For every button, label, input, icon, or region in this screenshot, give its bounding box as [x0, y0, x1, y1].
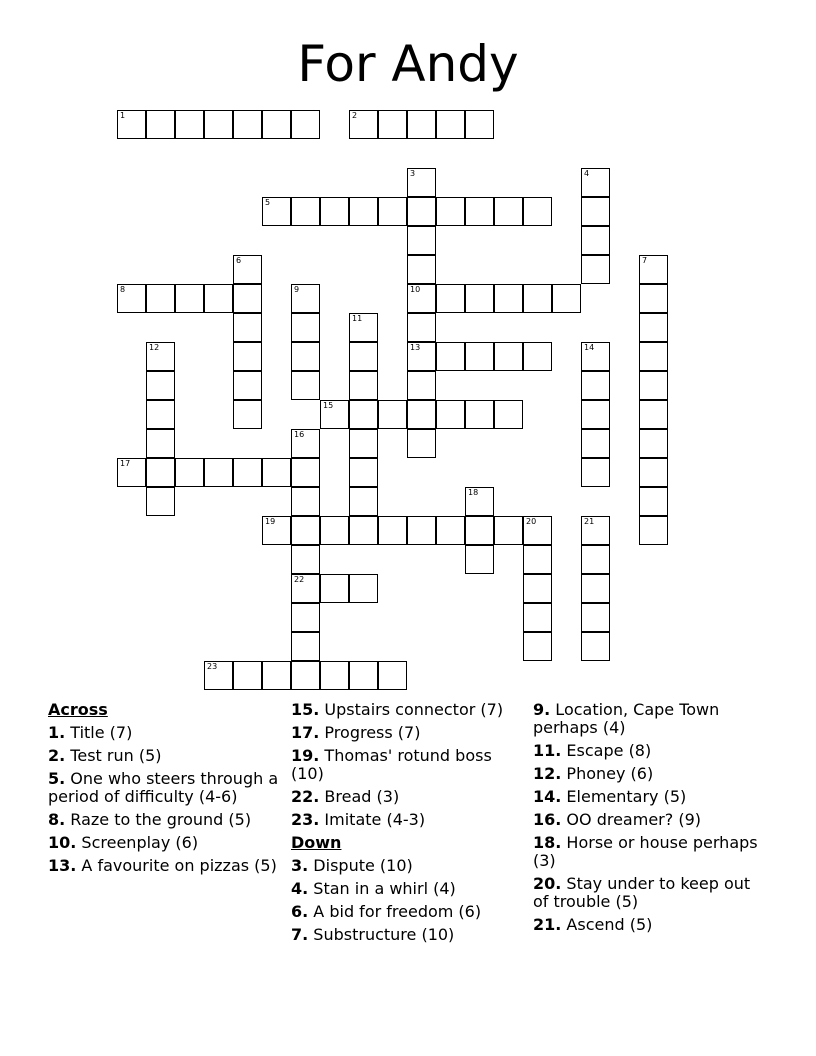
- clue-number: 7: [642, 256, 648, 265]
- grid-cell[interactable]: [407, 284, 436, 313]
- clue-text: Stan in a whirl (4): [308, 879, 456, 898]
- grid-cell[interactable]: [581, 603, 610, 632]
- grid-cell[interactable]: [407, 255, 436, 284]
- grid-cell[interactable]: [291, 342, 320, 371]
- grid-cell[interactable]: [146, 429, 175, 458]
- grid-cell[interactable]: [320, 574, 349, 603]
- clue-number-label: 8.: [48, 810, 66, 829]
- clue-item: [291, 724, 527, 742]
- grid-cell[interactable]: [291, 603, 320, 632]
- clue-number-label: 21.: [533, 915, 562, 934]
- grid-cell[interactable]: [349, 342, 378, 371]
- grid-cell[interactable]: [407, 400, 436, 429]
- grid-cell[interactable]: [233, 400, 262, 429]
- grid-cell[interactable]: [639, 429, 668, 458]
- clue-item: [48, 724, 284, 742]
- clue-text: Elementary (5): [561, 787, 687, 806]
- clue-text: A bid for freedom (6): [308, 902, 482, 921]
- clue-number: 3: [410, 169, 416, 178]
- clue-item: [291, 880, 527, 898]
- clue-text: One who steers through a period of difficulty (4-6): [48, 769, 279, 806]
- grid-cell[interactable]: [639, 342, 668, 371]
- clue-item: [291, 811, 527, 829]
- grid-cell[interactable]: [639, 400, 668, 429]
- grid-cell[interactable]: [320, 661, 349, 690]
- clues-area: [0, 701, 816, 1041]
- clue-number-label: 10.: [48, 833, 77, 852]
- clue-item: [533, 916, 769, 934]
- grid-cell[interactable]: [291, 487, 320, 516]
- grid-cell[interactable]: [262, 197, 291, 226]
- grid-cell[interactable]: [291, 574, 320, 603]
- clue-number: 8: [120, 285, 126, 294]
- clue-number: 15: [323, 401, 334, 410]
- grid-cell[interactable]: [465, 487, 494, 516]
- grid-cell[interactable]: [523, 603, 552, 632]
- grid-cell[interactable]: [378, 661, 407, 690]
- grid-cell[interactable]: [494, 284, 523, 313]
- grid-cell[interactable]: [581, 429, 610, 458]
- clue-number-label: 5.: [48, 769, 66, 788]
- clue-item: [291, 788, 527, 806]
- grid-cell[interactable]: [494, 342, 523, 371]
- grid-cell[interactable]: [175, 110, 204, 139]
- grid-cell[interactable]: [407, 429, 436, 458]
- clue-item: [291, 701, 527, 719]
- grid-cell[interactable]: [146, 342, 175, 371]
- clue-text: Upstairs connector (7): [319, 700, 504, 719]
- grid-cell[interactable]: [581, 371, 610, 400]
- grid-cell[interactable]: [378, 516, 407, 545]
- clue-text: OO dreamer? (9): [561, 810, 701, 829]
- grid-cell[interactable]: [320, 197, 349, 226]
- clue-number-label: 18.: [533, 833, 562, 852]
- grid-cell[interactable]: [291, 545, 320, 574]
- clue-text: Thomas' rotund boss (10): [291, 746, 492, 783]
- puzzle-title: For Andy: [297, 35, 519, 93]
- grid-cell[interactable]: [407, 342, 436, 371]
- grid-cell[interactable]: [233, 661, 262, 690]
- clue-item: [291, 747, 527, 783]
- clue-number: 18: [468, 488, 479, 497]
- grid-cell[interactable]: [581, 545, 610, 574]
- clue-text: Bread (3): [319, 787, 400, 806]
- grid-cell[interactable]: [233, 110, 262, 139]
- clue-number-label: 3.: [291, 856, 309, 875]
- clue-number: 9: [294, 285, 300, 294]
- clue-item: [291, 903, 527, 921]
- clue-text: Progress (7): [319, 723, 421, 742]
- grid-cell[interactable]: [581, 458, 610, 487]
- grid-cell[interactable]: [262, 110, 291, 139]
- grid-cell[interactable]: [262, 516, 291, 545]
- grid-cell[interactable]: [581, 632, 610, 661]
- grid-cell[interactable]: [233, 371, 262, 400]
- grid-cell[interactable]: [291, 458, 320, 487]
- clue-number-label: 14.: [533, 787, 562, 806]
- clue-text: Horse or house perhaps (3): [533, 833, 758, 870]
- clue-item: [533, 701, 769, 737]
- grid-cell[interactable]: [146, 458, 175, 487]
- clue-number-label: 23.: [291, 810, 320, 829]
- grid-cell[interactable]: [581, 168, 610, 197]
- grid-cell[interactable]: [465, 400, 494, 429]
- grid-cell[interactable]: [639, 516, 668, 545]
- grid-cell[interactable]: [407, 197, 436, 226]
- down-heading: Down: [291, 833, 342, 852]
- clue-number: 6: [236, 256, 242, 265]
- clue-text: Stay under to keep out of trouble (5): [533, 874, 751, 911]
- clue-number: 22: [294, 575, 305, 584]
- grid-cell[interactable]: [523, 284, 552, 313]
- grid-cell[interactable]: [291, 661, 320, 690]
- grid-cell[interactable]: [523, 632, 552, 661]
- grid-cell[interactable]: [349, 661, 378, 690]
- grid-cell[interactable]: [204, 661, 233, 690]
- grid-cell[interactable]: [349, 516, 378, 545]
- grid-cell[interactable]: [436, 284, 465, 313]
- grid-cell[interactable]: [494, 516, 523, 545]
- clue-number: 2: [352, 111, 358, 120]
- grid-cell[interactable]: [378, 110, 407, 139]
- clue-text: Screenplay (6): [76, 833, 199, 852]
- grid-cell[interactable]: [233, 342, 262, 371]
- grid-cell[interactable]: [233, 458, 262, 487]
- grid-cell[interactable]: [349, 574, 378, 603]
- grid-cell[interactable]: [146, 284, 175, 313]
- grid-cell[interactable]: [581, 516, 610, 545]
- grid-cell[interactable]: [378, 400, 407, 429]
- clue-number-label: 2.: [48, 746, 66, 765]
- clue-number: 19: [265, 517, 276, 526]
- clue-item: [291, 926, 527, 944]
- grid-cell[interactable]: [581, 342, 610, 371]
- grid-cell[interactable]: [581, 255, 610, 284]
- grid-cell[interactable]: [117, 458, 146, 487]
- grid-cell[interactable]: [146, 371, 175, 400]
- grid-cell[interactable]: [407, 110, 436, 139]
- grid-cell[interactable]: [349, 197, 378, 226]
- grid-cell[interactable]: [523, 545, 552, 574]
- grid-cell[interactable]: [175, 458, 204, 487]
- clue-number-label: 17.: [291, 723, 320, 742]
- grid-cell[interactable]: [465, 110, 494, 139]
- clue-number-label: 15.: [291, 700, 320, 719]
- clue-number: 13: [410, 343, 421, 352]
- grid-cell[interactable]: [523, 342, 552, 371]
- clue-number: 17: [120, 459, 131, 468]
- grid-cell[interactable]: [407, 313, 436, 342]
- clue-item: [533, 788, 769, 806]
- clue-number-label: 19.: [291, 746, 320, 765]
- grid-cell[interactable]: [291, 371, 320, 400]
- grid-cell[interactable]: [523, 197, 552, 226]
- grid-cell[interactable]: [581, 400, 610, 429]
- clue-item: [533, 811, 769, 829]
- clues-column-1: [48, 701, 284, 880]
- clue-text: Title (7): [65, 723, 133, 742]
- grid-cell[interactable]: [581, 197, 610, 226]
- grid-cell[interactable]: [204, 284, 233, 313]
- clue-number-label: 7.: [291, 925, 309, 944]
- clue-item: [533, 742, 769, 760]
- grid-cell[interactable]: [639, 313, 668, 342]
- grid-cell[interactable]: [262, 458, 291, 487]
- grid-cell[interactable]: [436, 342, 465, 371]
- grid-cell[interactable]: [465, 545, 494, 574]
- grid-cell[interactable]: [233, 255, 262, 284]
- clue-number-label: 16.: [533, 810, 562, 829]
- clue-text: Phoney (6): [561, 764, 654, 783]
- clue-item: [48, 747, 284, 765]
- grid-cell[interactable]: [407, 168, 436, 197]
- grid-cell[interactable]: [175, 284, 204, 313]
- clue-number: 16: [294, 430, 305, 439]
- clue-number-label: 12.: [533, 764, 562, 783]
- grid-cell[interactable]: [291, 516, 320, 545]
- grid-cell[interactable]: [378, 197, 407, 226]
- grid-cell[interactable]: [465, 342, 494, 371]
- grid-cell[interactable]: [523, 574, 552, 603]
- grid-cell[interactable]: [523, 516, 552, 545]
- clue-number: 10: [410, 285, 421, 294]
- across-heading: Across: [48, 700, 108, 719]
- grid-cell[interactable]: [407, 371, 436, 400]
- grid-cell[interactable]: [349, 400, 378, 429]
- grid-cell[interactable]: [349, 487, 378, 516]
- clue-item: [291, 857, 527, 875]
- clue-item: [533, 765, 769, 783]
- clue-text: Imitate (4-3): [319, 810, 426, 829]
- clue-text: Ascend (5): [561, 915, 653, 934]
- clue-text: Test run (5): [65, 746, 162, 765]
- grid-cell[interactable]: [146, 487, 175, 516]
- clue-number: 4: [584, 169, 590, 178]
- grid-cell[interactable]: [349, 313, 378, 342]
- grid-cell[interactable]: [204, 458, 233, 487]
- grid-cell[interactable]: [291, 313, 320, 342]
- grid-cell[interactable]: [291, 110, 320, 139]
- clue-number-label: 20.: [533, 874, 562, 893]
- grid-cell[interactable]: [407, 226, 436, 255]
- clue-number: 5: [265, 198, 271, 207]
- grid-cell[interactable]: [349, 458, 378, 487]
- clue-number: 11: [352, 314, 363, 323]
- clue-text: Substructure (10): [308, 925, 455, 944]
- clue-number-label: 22.: [291, 787, 320, 806]
- grid-cell[interactable]: [465, 516, 494, 545]
- grid-cell[interactable]: [436, 516, 465, 545]
- clue-text: Location, Cape Town perhaps (4): [533, 700, 720, 737]
- grid-cell[interactable]: [291, 632, 320, 661]
- grid-cell[interactable]: [581, 226, 610, 255]
- clue-number-label: 13.: [48, 856, 77, 875]
- grid-cell[interactable]: [581, 574, 610, 603]
- grid-cell[interactable]: [291, 284, 320, 313]
- grid-cell[interactable]: [465, 197, 494, 226]
- grid-cell[interactable]: [349, 429, 378, 458]
- grid-cell[interactable]: [233, 313, 262, 342]
- clues-column-2: [291, 701, 527, 949]
- clues-column-3: [533, 701, 769, 939]
- clue-number: 20: [526, 517, 537, 526]
- grid-cell[interactable]: [204, 110, 233, 139]
- clue-text: A favourite on pizzas (5): [76, 856, 277, 875]
- clue-item: [48, 770, 284, 806]
- grid-cell[interactable]: [233, 284, 262, 313]
- grid-cell[interactable]: [146, 400, 175, 429]
- clue-number: 21: [584, 517, 595, 526]
- grid-cell[interactable]: [639, 458, 668, 487]
- grid-cell[interactable]: [436, 110, 465, 139]
- grid-cell[interactable]: [320, 516, 349, 545]
- clue-item: [533, 834, 769, 870]
- grid-cell[interactable]: [117, 110, 146, 139]
- clue-number-label: 4.: [291, 879, 309, 898]
- clue-number-label: 1.: [48, 723, 66, 742]
- clue-text: Dispute (10): [308, 856, 413, 875]
- grid-cell[interactable]: [117, 284, 146, 313]
- grid-cell[interactable]: [262, 661, 291, 690]
- grid-cell[interactable]: [320, 400, 349, 429]
- clue-text: Escape (8): [561, 741, 652, 760]
- grid-cell[interactable]: [494, 400, 523, 429]
- clue-number: 23: [207, 662, 218, 671]
- grid-cell[interactable]: [436, 400, 465, 429]
- grid-cell[interactable]: [639, 255, 668, 284]
- clue-number: 1: [120, 111, 126, 120]
- clue-number-label: 6.: [291, 902, 309, 921]
- clue-number: 14: [584, 343, 595, 352]
- grid-cell[interactable]: [291, 429, 320, 458]
- grid-cell[interactable]: [349, 371, 378, 400]
- clue-number-label: 11.: [533, 741, 562, 760]
- grid-cell[interactable]: [407, 516, 436, 545]
- grid-cell[interactable]: [639, 284, 668, 313]
- clue-item: [533, 875, 769, 911]
- grid-cell[interactable]: [291, 197, 320, 226]
- grid-cell[interactable]: [552, 284, 581, 313]
- clue-item: [48, 857, 284, 875]
- grid-cell[interactable]: [639, 487, 668, 516]
- grid-cell[interactable]: [436, 197, 465, 226]
- grid-cell[interactable]: [146, 110, 175, 139]
- grid-cell[interactable]: [349, 110, 378, 139]
- clue-text: Raze to the ground (5): [65, 810, 252, 829]
- clue-number: 12: [149, 343, 160, 352]
- clue-item: [48, 811, 284, 829]
- clue-number-label: 9.: [533, 700, 551, 719]
- grid-cell[interactable]: [494, 197, 523, 226]
- grid-cell[interactable]: [639, 371, 668, 400]
- clue-item: [48, 834, 284, 852]
- grid-cell[interactable]: [465, 284, 494, 313]
